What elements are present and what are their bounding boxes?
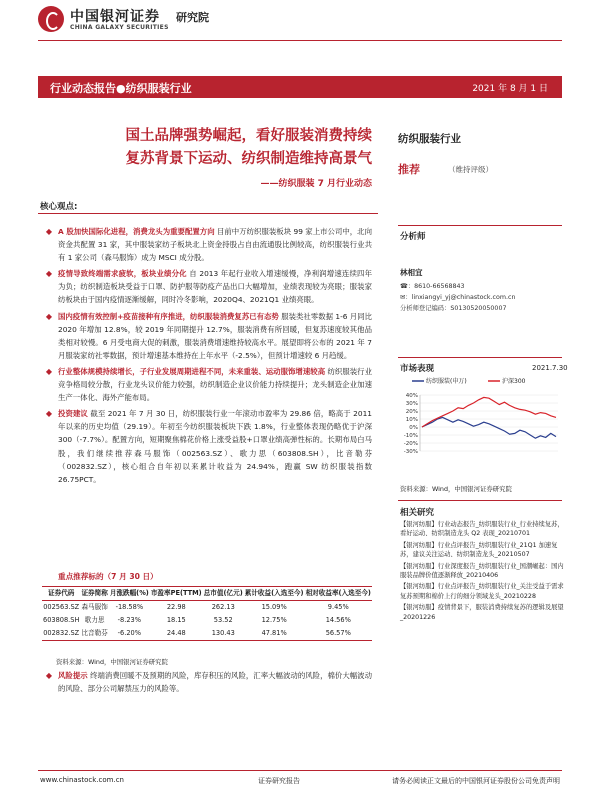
diamond-bullet-icon: ◆ [45, 366, 53, 376]
column-header: 市盈率PE(TTM) [150, 587, 203, 601]
analyst-email: ✉：linxiangyi_yj@chinastock.com.cn [400, 294, 516, 301]
column-header: 总市值(亿元) [203, 587, 244, 601]
series-line [422, 397, 556, 427]
table-row [42, 601, 372, 615]
y-tick-label: 0% [409, 425, 418, 431]
column-header: 证券简称 [80, 587, 108, 601]
analyst-cert: 分析师登记编码：S0130520050007 [400, 305, 507, 312]
institute-label: 研究院 [176, 11, 209, 24]
table-cell: 130.43 [203, 627, 244, 641]
bullet-highlight: 国内疫情有效控制+疫苗接种有序推进，纺织服装消费复苏已有态势 [58, 311, 279, 321]
footer-label: 证券研究报告 [258, 777, 300, 785]
table-cell: 24.48 [150, 627, 203, 641]
table-cell: 9.45% [327, 603, 349, 611]
footer-divider [38, 770, 562, 771]
related-divider [398, 500, 562, 501]
table-row [42, 627, 372, 641]
report-subtitle: ——纺织服装 7 月行业动态 [260, 179, 372, 189]
footer-url[interactable]: www.chinastock.com.cn [40, 776, 124, 784]
title-line-2: 复苏背景下运动、纺织制造维持高景气 [125, 151, 372, 167]
footer-disclaimer: 请务必阅读正文最后的中国银河证券股份公司免责声明 [392, 777, 560, 785]
table-cell: -6.20% [109, 627, 150, 641]
table-cell: 森马服饰 [81, 603, 108, 611]
table-cell: 002563.SZ [43, 603, 80, 611]
y-tick-label: -10% [403, 433, 418, 439]
logo-english-name: CHINA GALAXY SECURITIES [70, 24, 169, 31]
bullet-item [40, 365, 372, 404]
table-cell: -8.23% [117, 616, 141, 624]
table-cell: 56.57% [305, 627, 372, 641]
analyst-heading: 分析师 [400, 232, 426, 242]
column-header: 证券代码 [42, 587, 80, 601]
risk-warning [40, 669, 372, 695]
report-type-bar [38, 76, 562, 98]
bullet-item [40, 310, 372, 362]
y-tick-label: -20% [403, 441, 418, 447]
report-type: 行业动态报告●纺织服装行业 [50, 82, 192, 95]
core-views-label: 核心观点: [40, 202, 78, 212]
table-cell: 歌力思 [84, 616, 105, 624]
diamond-bullet-icon: ◆ [45, 311, 53, 321]
related-item[interactable]: 【银河纺服】行业点评报告_纺织服装行业_关注受益于需求复苏预期和棉价上行的细分领域龙头_20210228 [400, 583, 564, 600]
legend-label: 沪深300 [502, 378, 526, 385]
y-tick-label: 10% [405, 417, 418, 423]
bullet-highlight: A 股加快国际化进程，消费龙头为重要配置方向 [58, 227, 215, 236]
legend-label: 纺织服装(申万) [426, 378, 467, 385]
core-divider [38, 213, 378, 214]
rating-note: （维持评级） [448, 165, 493, 174]
core-bullets [40, 225, 372, 489]
bullet-highlight: 行业整体规模持续增长，子行业发展周期进程不同，未来重装、运动服饰增速较高 [58, 366, 326, 376]
table-cell: 002832.SZ [42, 627, 80, 641]
bullet-highlight: 投资建议 [58, 409, 88, 419]
related-item[interactable]: 【银河纺服】行业动态报告_纺织服装行业_行业持续复苏，看好运动、纺织制造龙头 Q2 表现_20210701 [400, 521, 564, 538]
stock-table-title: 重点推荐标的（7 月 30 日） [58, 572, 158, 581]
table-cell: 603808.SH [43, 616, 80, 624]
galaxy-logo-icon [38, 6, 64, 32]
bullet-item [40, 407, 372, 486]
recommended-stocks-table [42, 586, 372, 641]
logo-chinese-name: 中国银河证券 [70, 9, 160, 25]
related-item[interactable]: 【银河纺服】疫情背景下，服装消费持续复苏的逻辑及展望_20201226 [400, 604, 564, 621]
table-cell: 22.98 [166, 603, 186, 611]
related-list [400, 520, 564, 624]
title-line-1: 国土品牌强势崛起，看好服装消费持续 [125, 128, 372, 144]
market-date: 2021.7.30 [532, 364, 568, 372]
column-header: 月涨跌幅(%) [109, 587, 150, 601]
related-item[interactable]: 【银河纺服】行业深度报告_纺织服装行业_国潮崛起：国内服装品牌价值逐渐释放_20210406 [400, 562, 564, 580]
risk-text: 终端消费回暖不及预期的风险，库存积压的风险，汇率大幅波动的风险，棉价大幅波动的风险、部分公司解禁压力的风险等。 [58, 671, 372, 694]
table-cell: 18.15 [166, 616, 186, 624]
related-item[interactable]: 【银河纺服】行业点评报告_纺织服装行业_21Q1 加速复苏，建议关注运动、纺织制造龙头_20210507 [400, 541, 558, 559]
column-header: 相对收益率(入选至今) [305, 587, 372, 601]
table-source: 资料来源：Wind，中国银河证券研究院 [56, 658, 168, 666]
analyst-name: 林相宜 [400, 268, 423, 277]
table-cell: 53.52 [213, 616, 233, 624]
table-header-row [42, 587, 372, 601]
table-cell: 262.13 [211, 603, 235, 611]
chart-source: 资料来源：Wind，中国银河证券研究院 [400, 485, 512, 493]
bullet-item [40, 267, 372, 306]
market-heading: 市场表现 [400, 364, 435, 374]
diamond-bullet-icon: ◆ [45, 269, 53, 279]
table-cell: 15.09% [261, 603, 287, 611]
table-row [42, 614, 372, 627]
column-header: 累计收益(入选至今) [244, 587, 305, 601]
bullet-highlight: 疫情导致终端需求疲软，板块业绩分化 [58, 269, 187, 279]
diamond-bullet-icon: ◆ [45, 227, 53, 236]
diamond-bullet-icon: ◆ [45, 409, 53, 419]
market-divider [398, 357, 562, 358]
report-date: 2021 年 8 月 1 日 [472, 84, 548, 94]
analyst-phone: ☎：8610-66568843 [400, 283, 465, 290]
bullet-text: 自 2013 年起行业收入增速缓慢，净利润增速连续四年为负；纺织制造板块受益于口罩、防护服等防疫产品出口大幅增加，业绩表现较为亮眼；服装家纺板块由于国内疫情逐渐缓解，同时冷冬影响，2020Q4、2021Q1 业绩亮眼。 [58, 269, 372, 305]
analyst-divider [398, 225, 562, 226]
y-tick-label: 20% [405, 409, 418, 415]
risk-highlight: 风险提示 [58, 671, 88, 680]
y-tick-label: -30% [403, 449, 418, 455]
header-divider [38, 40, 562, 41]
report-title [72, 125, 372, 171]
bullet-text: 目前中万纺织服装板块 99 家上市公司中，北向资金共配置 31 家，其中服装家纺子板块北上资金持股占自由流通股比例较高，纺织服装行业共有 1 家公司（森马服饰）成为 MSCI 成分股。 [58, 227, 372, 263]
table-cell: 12.75% [261, 616, 287, 624]
diamond-bullet-icon: ◆ [45, 671, 53, 680]
bullet-item [40, 225, 372, 264]
table-cell: -18.58% [115, 603, 144, 611]
industry-name: 纺织服装行业 [398, 133, 461, 145]
related-heading: 相关研究 [400, 508, 435, 518]
bullet-text: 纺织服装行业竞争格局较分散，行业龙头议价能力较强，纺织制造企业议价能力持续提升；龙头制造企业加速生产一体化、海外产能布局。 [58, 366, 372, 403]
bullet-text: 服装类社零数据 1-6 月同比 2020 年增加 12.8%，较 2019 年同期提升 12.7%，服装消费有所回暖，但复苏速度较其他品类相对较慢。6 月受电商大促的刺激，服装消费增速维持较高水平。展望即将公布的 2021 年 7 月服装家纺社零数据，预计增速基本维持在上年水平（-2.5%），但预计增速较 6 月趋缓。 [58, 311, 372, 360]
rating: 推荐 [398, 163, 420, 176]
table-cell: 47.81% [244, 627, 305, 641]
y-tick-label: 30% [405, 401, 418, 407]
table-cell: 比音勒芬 [80, 627, 108, 641]
bullet-text: 截至 2021 年 7 月 30 日，纺织服装行业一年滚动市盈率为 29.86 倍，略高于 2011 年以来的历史均值（29.19）。年初至今纺织服装板块下跌 1.8%，行业整体表现仍略优于沪深 300（-7.7%）。配置方向，短期聚焦棉花价格上涨受益股+口罩业绩高弹性标的。长期布局白马股，我们继续推荐森马服饰（002563.SZ）、歌力思（603808.SH），比音勒芬（002832.SZ），核心组合自年初以来累计收益为 24.94%，跑赢 SW 纺织服装指数 26.75PCT。 [58, 409, 372, 484]
y-tick-label: 40% [405, 393, 418, 399]
market-performance-chart [398, 375, 562, 455]
table-cell: 14.56% [325, 616, 351, 624]
